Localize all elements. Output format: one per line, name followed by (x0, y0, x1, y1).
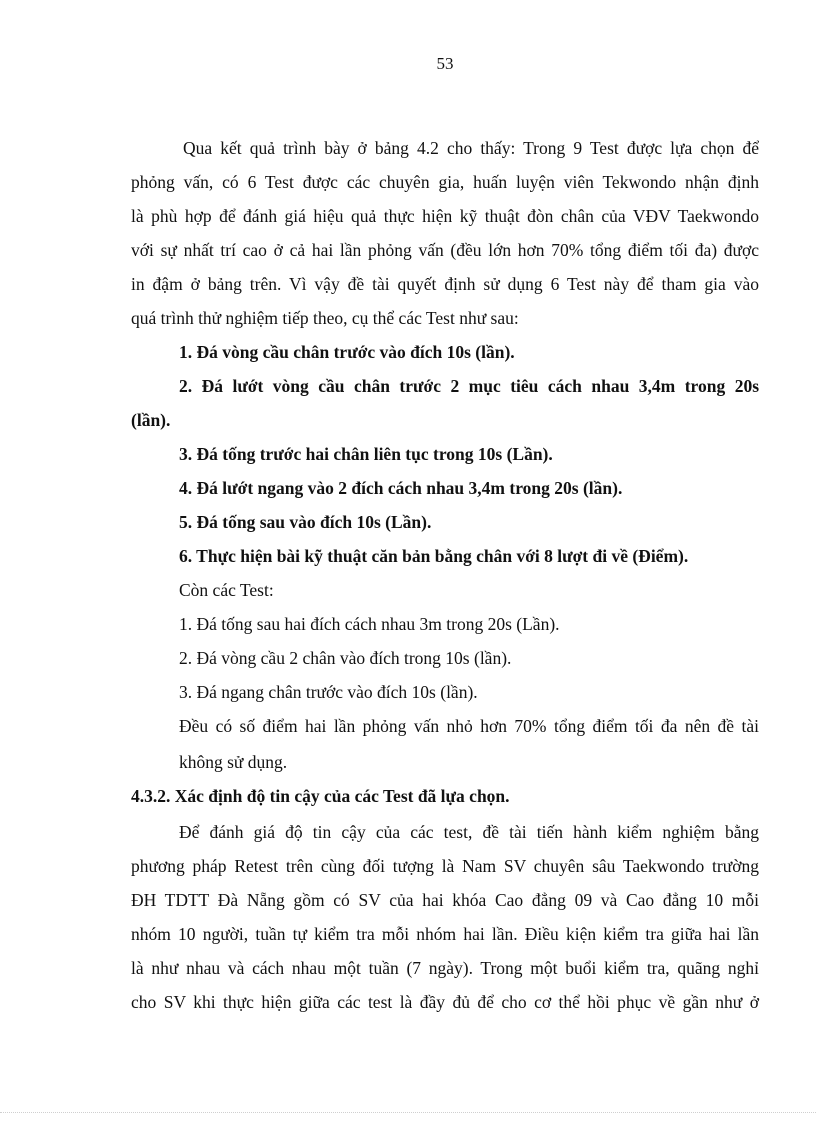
intro-line: phỏng vấn, có 6 Test được các chuyên gia, huấn luyện viên Tekwondo nhận định (131, 172, 759, 192)
intro-line: Qua kết quả trình bày ở bảng 4.2 cho thấy: Trong 9 Test được lựa chọn để (183, 138, 759, 158)
section-line: là như nhau và cách nhau một tuần (7 ngày). Trong một buổi kiểm tra, quãng nghỉ (131, 958, 759, 978)
section-line: ĐH TDTT Đà Nẵng gồm có SV của hai khóa Cao đẳng 09 và Cao đẳng 10 mỗi (131, 890, 759, 910)
selected-test-1: 1. Đá vòng cầu chân trước vào đích 10s (lần). (179, 342, 515, 362)
section-line: Để đánh giá độ tin cậy của các test, đề tài tiến hành kiểm nghiệm bằng (179, 822, 759, 842)
page-number: 53 (436, 54, 454, 73)
intro-line: in đậm ở bảng trên. Vì vậy đề tài quyết định sử dụng 6 Test này để tham gia vào (131, 274, 759, 294)
remaining-test: 2. Đá vòng cầu 2 chân vào đích trong 10s (lần). (179, 648, 512, 668)
section-heading: 4.3.2. Xác định độ tin cậy của các Test đã lựa chọn. (131, 786, 510, 806)
selected-test-3: 3. Đá tống trước hai chân liên tục trong 10s (Lần). (179, 444, 553, 464)
remaining-test: 1. Đá tống sau hai đích cách nhau 3m trong 20s (Lần). (179, 614, 560, 634)
selected-test-2-cont: (lần). (131, 410, 171, 430)
remaining-note: không sử dụng. (179, 752, 288, 772)
remaining-label: Còn các Test: (179, 580, 274, 600)
selected-test-6: 6. Thực hiện bài kỹ thuật căn bản bằng chân với 8 lượt đi về (Điểm). (179, 546, 689, 566)
remaining-test: 3. Đá ngang chân trước vào đích 10s (lần). (179, 682, 478, 702)
section-line: cho SV khi thực hiện giữa các test là đầy đủ để cho cơ thể hồi phục về gần như ở (131, 992, 759, 1012)
page-bottom-divider (0, 1112, 816, 1113)
selected-test-5: 5. Đá tống sau vào đích 10s (Lần). (179, 512, 432, 532)
selected-test-2: 2. Đá lướt vòng cầu chân trước 2 mục tiêu cách nhau 3,4m trong 20s (179, 376, 759, 396)
section-line: nhóm 10 người, tuần tự kiểm tra mỗi nhóm hai lần. Điều kiện kiểm tra giữa hai lần (131, 924, 759, 944)
intro-line: với sự nhất trí cao ở cả hai lần phỏng vấn (đều lớn hơn 70% tổng điểm tối đa) được (131, 240, 759, 260)
selected-test-4: 4. Đá lướt ngang vào 2 đích cách nhau 3,4m trong 20s (lần). (179, 478, 623, 498)
section-line: phương pháp Retest trên cùng đối tượng là Nam SV chuyên sâu Taekwondo trường (131, 856, 759, 876)
remaining-note: Đều có số điểm hai lần phỏng vấn nhỏ hơn 70% tổng điểm tối đa nên đề tài (179, 716, 759, 736)
intro-line: là phù hợp để đánh giá hiệu quả thực hiện kỹ thuật đòn chân của VĐV Taekwondo (131, 206, 759, 226)
intro-line: quá trình thử nghiệm tiếp theo, cụ thể các Test như sau: (131, 308, 519, 328)
